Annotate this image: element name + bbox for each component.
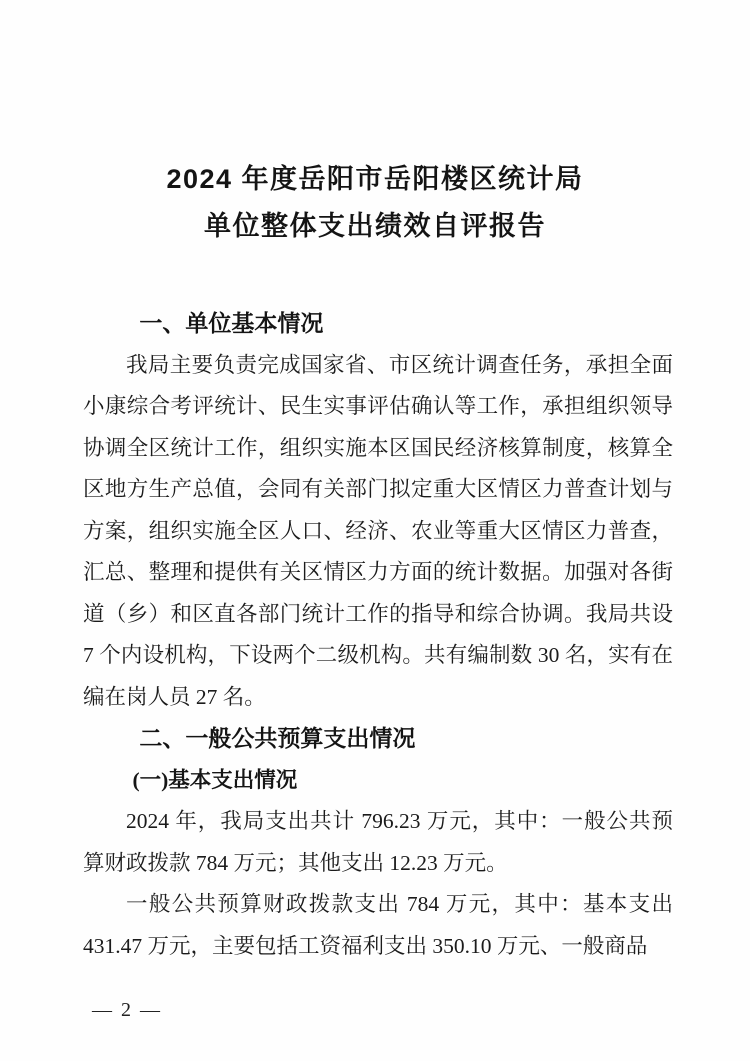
document-title: [0, 156, 750, 250]
document-title-line-2: 单位整体支出绩效自评报告: [204, 211, 546, 241]
document-title-line-1: 2024 年度岳阳市岳阳楼区统计局: [166, 164, 584, 194]
section-1-paragraph: 我局主要负责完成国家省、市区统计调查任务，承担全面小康综合考评统计、民生实事评估确认等工作，承担组织领导协调全区统计工作，组织实施本区国民经济核算制度，核算全区地方生产总值，会同有关部门拟定重大区情区力普查计划与方案，组织实施全区人口、经济、农业等重大区情区力普查，汇总、整理和提供有关区情区力方面的统计数据。加强对各街道（乡）和区直各部门统计工作的指导和综合协调。我局共设 7 个内设机构，下设两个二级机构。共有编制数 30 名，实有在编在岗人员 27 名。: [83, 352, 673, 709]
document-body: [83, 303, 673, 967]
section-2-heading: 二、一般公共预算支出情况: [139, 725, 416, 751]
section-2-paragraph-1: 2024 年，我局支出共计 796.23 万元，其中：一般公共预算财政拨款 784 万元；其他支出 12.23 万元。: [83, 809, 673, 875]
section-1-heading: 一、单位基本情况: [139, 310, 324, 336]
section-2-paragraph-2: 一般公共预算财政拨款支出 784 万元，其中：基本支出 431.47 万元，主要包括工资福利支出 350.10 万元、一般商品: [83, 892, 673, 958]
section-2-subheading-1: (一)基本支出情况: [132, 767, 298, 792]
page-number: — 2 —: [92, 999, 162, 1021]
